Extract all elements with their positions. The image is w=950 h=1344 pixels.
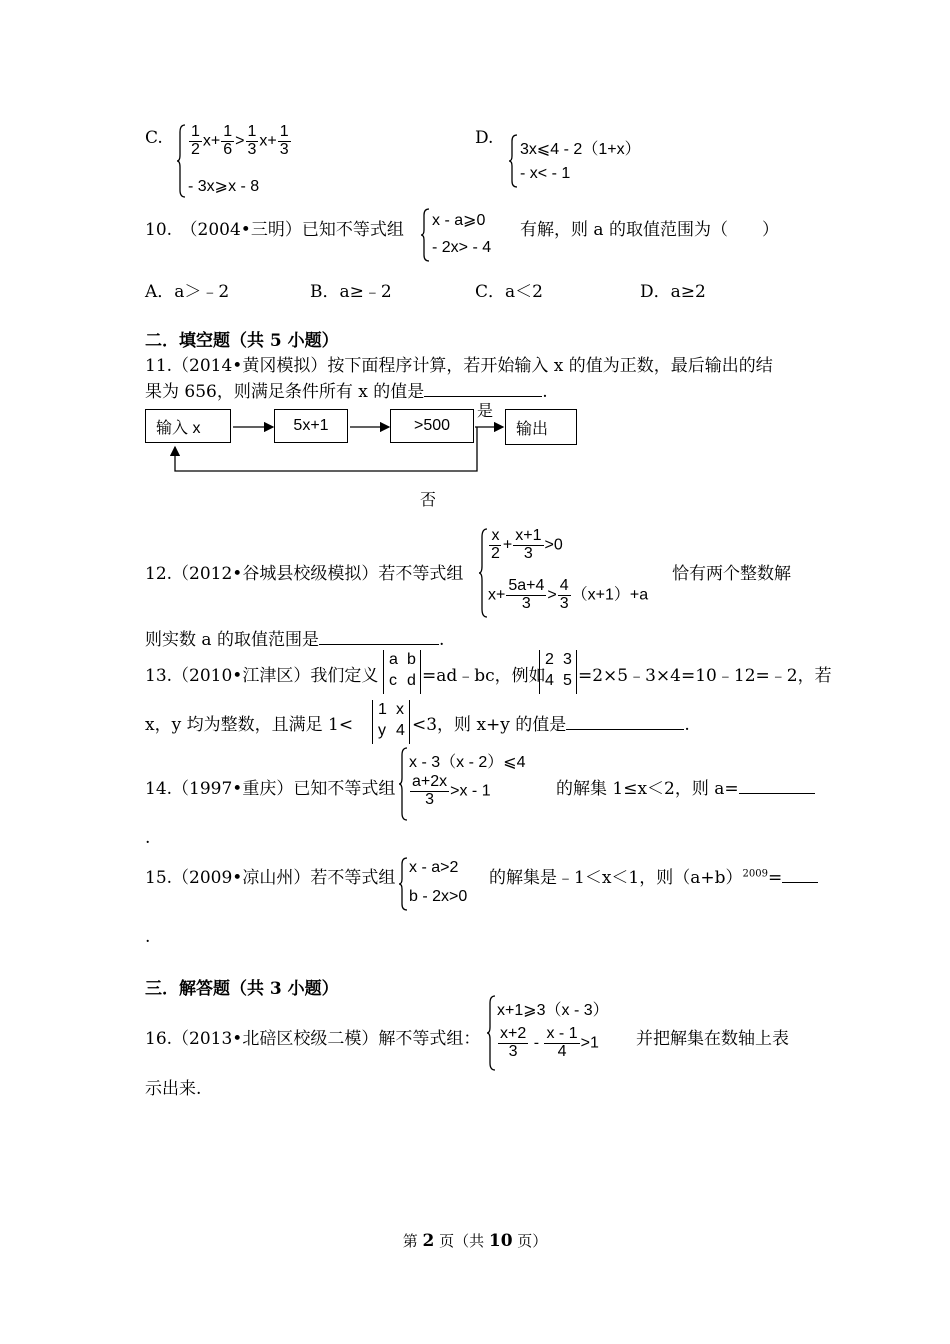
q10-system (420, 208, 530, 264)
q9-c-row1: $\frac{1}{2}$ x+ $\frac{1}{6}$ > $\frac{1}{3}$ x+ $\frac{1}{3}$ (191, 123, 289, 158)
q15-system (398, 857, 498, 913)
q10-suffix: 有解，则 a 的取值范围为（ ） (520, 220, 779, 240)
q10-row1: x - a⩾0 (432, 212, 486, 229)
flow-input-box: 输入 x (145, 409, 231, 443)
q15-row2: b - 2x>0 (409, 888, 468, 905)
q13-mid2: =2×5﹣3×4=10﹣12=﹣2，若 (578, 666, 832, 686)
left-brace-icon (176, 124, 186, 198)
q16-suffix: 并把解集在数轴上表 (636, 1029, 789, 1049)
answer-blank[interactable] (424, 380, 542, 397)
left-brace-icon (420, 208, 430, 262)
flow-condition-box: >500 (390, 409, 474, 443)
q14-row2: $\frac{a+2x}{3}$ >x - 1 (412, 773, 491, 808)
q14-trailing-dot: . (145, 828, 151, 848)
q16-line2: 示出来. (145, 1079, 202, 1099)
page-number: 2 (422, 1231, 435, 1251)
section-heading-solve: 三．解答题（共 3 小题） (145, 979, 339, 999)
q16-prefix: 16.（2013•北碚区校级二模）解不等式组： (145, 1029, 481, 1049)
q12-line2: 则实数 a 的取值范围是 . (145, 630, 445, 650)
q14-suffix: 的解集 1≤x＜2，则 a= (556, 774, 815, 799)
q14-system (398, 747, 578, 823)
q9-option-d-label: D. (475, 128, 494, 148)
section-heading-fill-in: 二．填空题（共 5 小题） (145, 331, 339, 351)
q15-suffix: 的解集是﹣1＜x＜1，则$(a+b)^{2009}=$ (489, 863, 818, 888)
q11-line2: 果为 656，则满足条件所有 x 的值是 . (145, 382, 548, 402)
q12-suffix: 恰有两个整数解 (672, 564, 791, 584)
q10-option-d: D．a≥2 (640, 282, 706, 302)
q15-trailing-dot: . (145, 927, 151, 947)
answer-blank[interactable] (739, 777, 815, 794)
q10-prefix: 10. （2004•三明）已知不等式组 (145, 220, 404, 240)
q9-option-d-system (508, 134, 688, 190)
q9-option-c-label: C. (145, 128, 163, 148)
q9-c-row2: - 3x⩾x - 8 (188, 178, 260, 195)
q10-row2: - 2x> - 4 (432, 239, 492, 256)
q12-prefix: 12.（2012•谷城县校级模拟）若不等式组 (145, 564, 464, 584)
left-brace-icon (478, 528, 488, 618)
answer-blank[interactable] (782, 866, 818, 883)
q10-option-b: B．a≥﹣2 (310, 282, 392, 302)
q12-row2: x+ $\frac{5a+4}{3}$ > $\frac{4}{3}$ （x+1）+a (488, 577, 649, 612)
left-brace-icon (398, 747, 408, 821)
q13-determinant-3: 1 x y 4 (372, 700, 410, 744)
q15-prefix: 15.（2009•凉山州）若不等式组 (145, 868, 396, 888)
flow-no-label: 否 (420, 490, 437, 509)
q11-line1: 11.（2014•黄冈模拟）按下面程序计算，若开始输入 x 的值为正数，最后输出的结 (145, 356, 773, 376)
page-footer: 第 2 页（共 10 页） (402, 1231, 548, 1251)
q13-line2-a: x，y 均为整数，且满足 1< (145, 715, 354, 735)
answer-blank[interactable] (566, 713, 684, 730)
q14-row1: x - 3（x - 2）⩽4 (409, 754, 526, 771)
flow-yes-label: 是 (477, 401, 494, 420)
q13-prefix: 13.（2010•江津区）我们定义 (145, 666, 379, 686)
flow-step-box: 5x+1 (274, 409, 348, 443)
q13-mid1: =ad﹣bc，例如 (422, 666, 546, 686)
left-brace-icon (508, 134, 518, 188)
q9-d-row1: 3x⩽4 - 2（1+x） (520, 141, 641, 158)
page-total: 10 (488, 1231, 513, 1251)
q13-determinant-2: 2 3 4 5 (539, 650, 577, 694)
left-brace-icon (486, 995, 496, 1071)
q9-d-row2: - x< - 1 (520, 165, 571, 182)
q13-determinant-1: a b c d (383, 650, 421, 694)
q15-row1: x - a>2 (409, 859, 459, 876)
q12-system (478, 528, 678, 620)
answer-blank[interactable] (319, 628, 439, 645)
q16-row2: $\frac{x+2}{3}$ - $\frac{x - 1}{4}$ >1 (500, 1025, 599, 1060)
q12-row1: $\frac{x}{2}$ + $\frac{x+1}{3}$ >0 (491, 527, 563, 562)
flow-output-box: 输出 (505, 409, 577, 445)
q10-option-a: A．a＞﹣2 (145, 282, 230, 302)
left-brace-icon (398, 857, 408, 911)
q13-line2-b: <3，则 x+y 的值是 . (412, 715, 690, 735)
q10-option-c: C．a＜2 (475, 282, 543, 302)
q9-option-c-system (176, 124, 356, 200)
q14-prefix: 14.（1997•重庆）已知不等式组 (145, 779, 396, 799)
q16-row1: x+1⩾3（x - 3） (497, 1002, 609, 1019)
